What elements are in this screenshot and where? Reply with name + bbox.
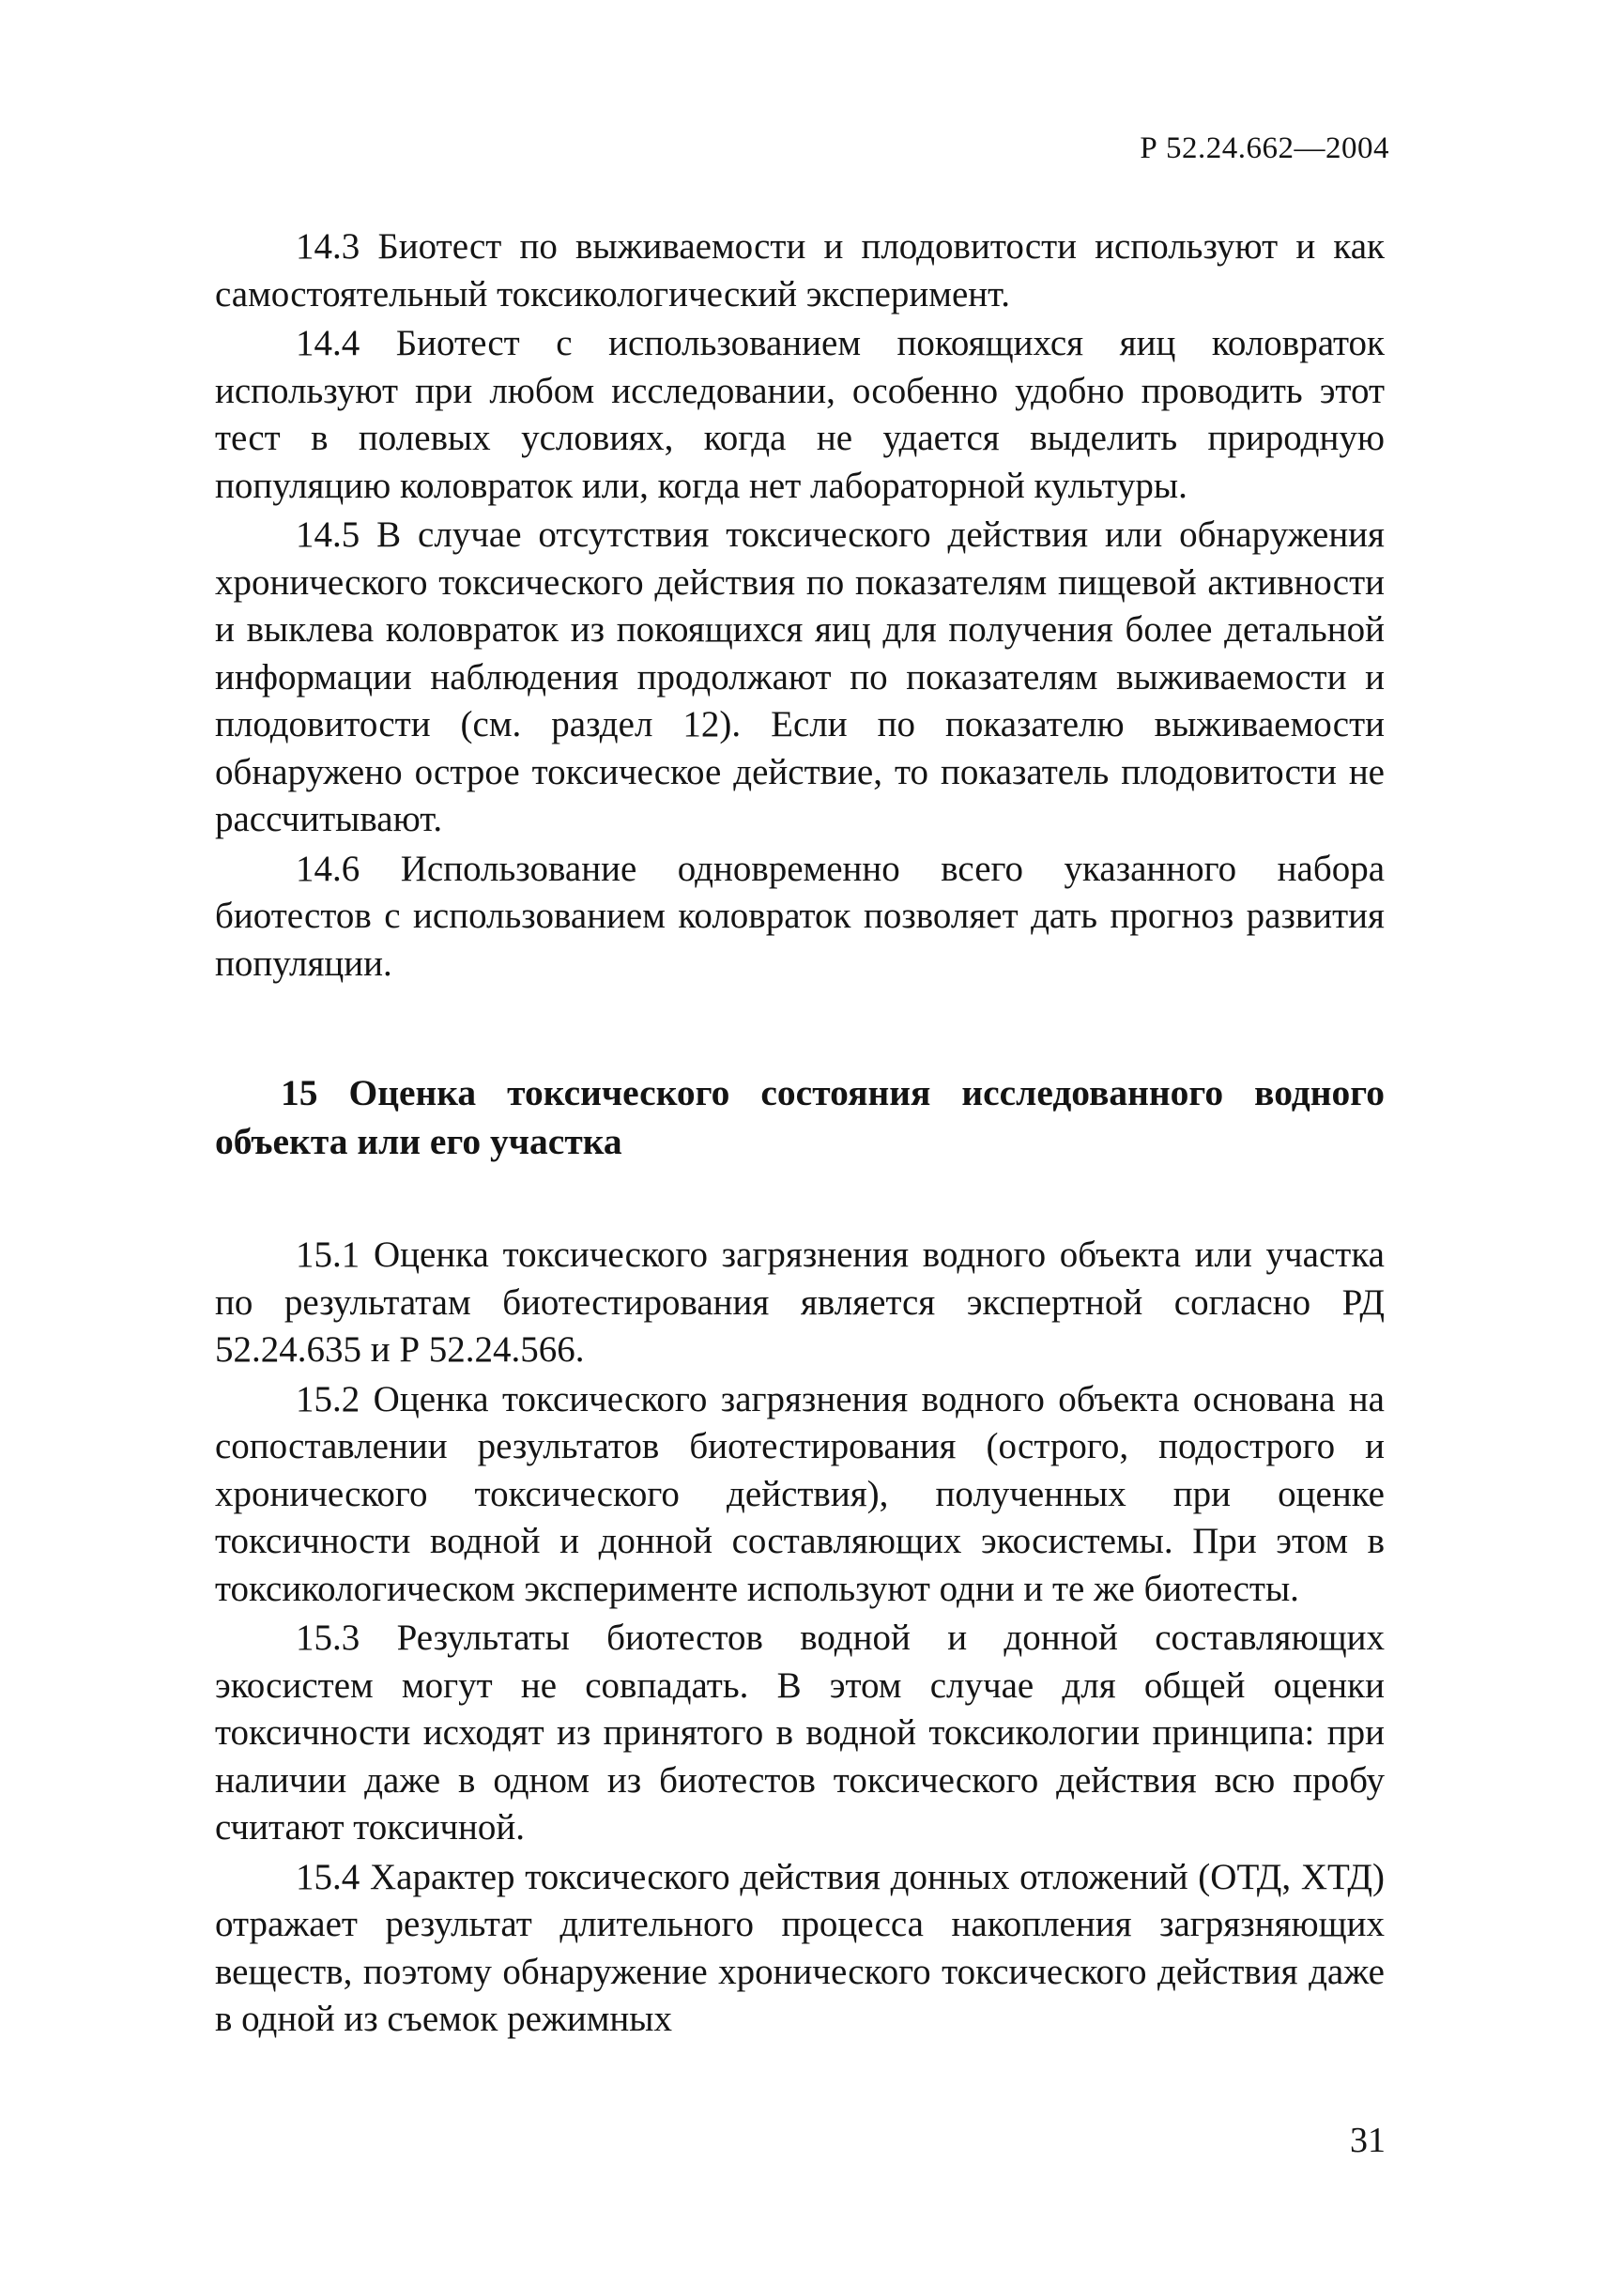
section-15-heading: 15 Оценка токсического состояния исследованного водного объекта или его участка <box>215 1072 1385 1162</box>
document-code: Р 52.24.662—2004 <box>1140 131 1389 165</box>
paragraph-15-3: 15.3 Результаты биотестов водной и донной составляющих экосистем могут не совпадать. В этом случае для общей оценки токсичности исходят из принятого в водной токсикологии принципа: при наличии даже в одном из биотестов токсического действия всю пробу считают токсичной. <box>215 1618 1385 1848</box>
page-content <box>215 223 1385 2044</box>
paragraph-14-6: 14.6 Использование одновременно всего указанного набора биотестов с использованием коловраток позволяет дать прогноз развития популяции. <box>215 848 1385 984</box>
paragraph-14-5: 14.5 В случае отсутствия токсического действия или обнаружения хронического токсического действия по показателям пищевой активности и выклева коловраток из покоящихся яиц для получения более детальной информации наблюдения продолжают по показателям выживаемости и плодовитости (см. раздел 12). Если по показателю выживаемости обнаружено острое токсическое действие, то показатель плодовитости не рассчитывают. <box>215 514 1385 839</box>
paragraph-14-3: 14.3 Биотест по выживаемости и плодовитости используют и как самостоятельный токсикологический эксперимент. <box>215 226 1385 314</box>
paragraph-14-4: 14.4 Биотест с использованием покоящихся яиц коловраток используют при любом исследовании, особенно удобно проводить этот тест в полевых условиях, когда не удается выделить природную популяцию коловраток или, когда нет лабораторной культуры. <box>215 323 1385 506</box>
page-number: 31 <box>1350 2121 1386 2160</box>
paragraph-15-4: 15.4 Характер токсического действия донных отложений (ОТД, ХТД) отражает результат длительного процесса накопления загрязняющих веществ, поэтому обнаружение хронического токсического действия даже в одной из съемок режимных <box>215 1856 1385 2039</box>
paragraph-15-2: 15.2 Оценка токсического загрязнения водного объекта основана на сопоставлении результатов биотестирования (острого, подострого и хронического токсического действия), полученных при оценке токсичности водной и донной составляющих экосистемы. При этом в токсикологическом эксперименте используют одни и те же биотесты. <box>215 1378 1385 1609</box>
paragraph-15-1: 15.1 Оценка токсического загрязнения водного объекта или участка по результатам биотестирования является экспертной согласно РД 52.24.635 и Р 52.24.566. <box>215 1235 1385 1370</box>
